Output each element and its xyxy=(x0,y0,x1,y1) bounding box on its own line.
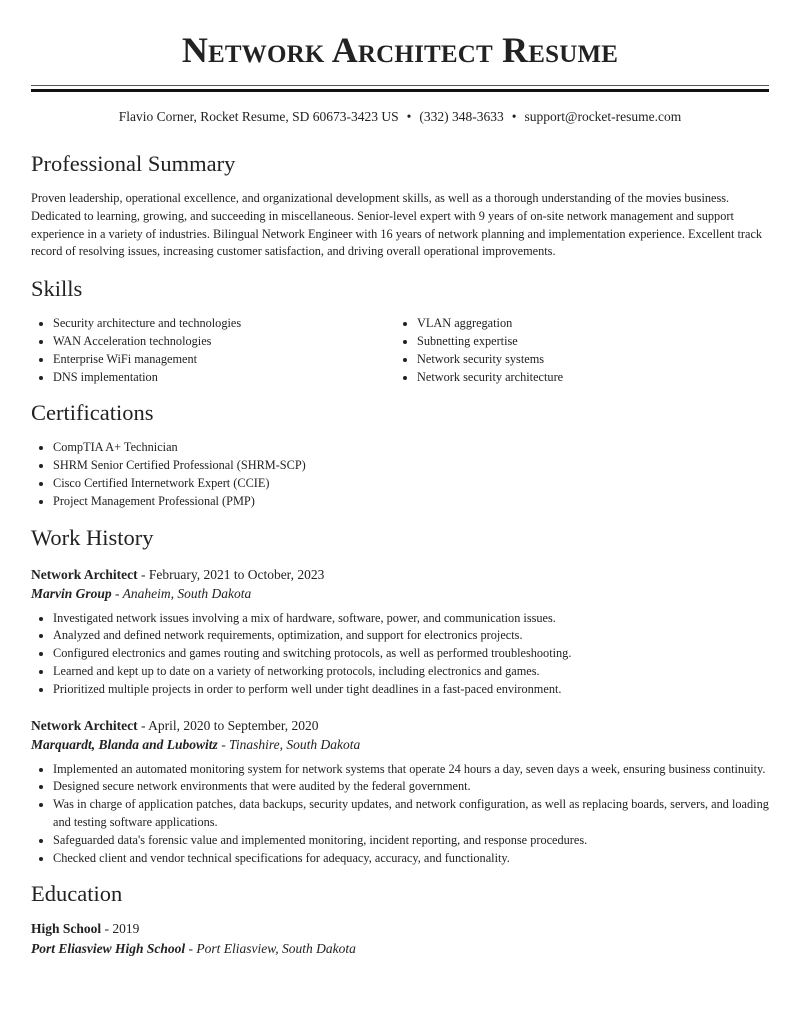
job-entry xyxy=(31,716,769,868)
job-bullet: • Prioritized multiple projects in order to perform well under tight deadlines in a fast-paced environment. xyxy=(53,681,769,699)
degree-line xyxy=(31,919,769,939)
section-professional-summary xyxy=(31,149,769,261)
section-skills xyxy=(31,274,769,386)
degree: High School xyxy=(31,921,102,937)
skills-column-right xyxy=(395,315,759,386)
company-line xyxy=(31,584,769,604)
skill-item: • Security architecture and technologies xyxy=(53,315,395,333)
bullet-separator: • xyxy=(511,109,517,124)
job-entry xyxy=(31,565,769,699)
job-title-line xyxy=(31,716,769,736)
graduation-year: - 2019 xyxy=(101,921,140,937)
job-bullet: • Configured electronics and games routing and switching protocols, as well as performed troubleshooting. xyxy=(53,645,769,663)
certification-item: • CompTIA A+ Technician xyxy=(53,439,769,457)
skill-item: • Network security architecture xyxy=(417,369,759,387)
certification-item: • SHRM Senior Certified Professional (SHRM-SCP) xyxy=(53,457,769,475)
job-bullets xyxy=(31,610,769,699)
section-work-history xyxy=(31,523,769,868)
header-divider-thin xyxy=(31,85,769,86)
school-line xyxy=(31,939,769,959)
section-heading: Education xyxy=(31,881,123,907)
school-location: - Port Eliasview, South Dakota xyxy=(185,940,356,956)
job-bullet: • Was in charge of application patches, data backups, security updates, and network configuration, as well as replacing boards, servers, and loading and testing software applications. xyxy=(53,796,769,832)
company-location: - Tinashire, South Dakota xyxy=(217,737,361,753)
section-heading: Work History xyxy=(31,524,154,550)
certification-item: • Cisco Certified Internetwork Expert (CCIE) xyxy=(53,475,769,493)
job-title: Network Architect xyxy=(31,717,138,733)
section-heading: Certifications xyxy=(31,400,154,426)
company-location: - Anaheim, South Dakota xyxy=(111,586,252,602)
job-title: Network Architect xyxy=(31,566,138,582)
contact-address: Flavio Corner, Rocket Resume, SD 60673-3423 US xyxy=(118,109,399,124)
certification-item: • Project Management Professional (PMP) xyxy=(53,493,769,511)
company-name: Marquardt, Blanda and Lubowitz xyxy=(31,737,218,753)
job-dates: - February, 2021 to October, 2023 xyxy=(137,566,325,582)
skill-item: • VLAN aggregation xyxy=(417,315,759,333)
education-entry xyxy=(31,919,769,958)
skill-item: • Enterprise WiFi management xyxy=(53,351,395,369)
company-name: Marvin Group xyxy=(31,586,112,602)
job-bullet: • Investigated network issues involving a mix of hardware, software, power, and communication issues. xyxy=(53,610,769,628)
section-certifications xyxy=(31,398,769,510)
company-line xyxy=(31,735,769,755)
job-bullet: • Designed secure network environments that were audited by the federal government. xyxy=(53,778,769,796)
job-bullet: • Safeguarded data's forensic value and implemented monitoring, incident reporting, and response procedures. xyxy=(53,832,769,850)
skills-grid xyxy=(31,315,769,386)
section-heading: Professional Summary xyxy=(31,151,236,176)
job-dates: - April, 2020 to September, 2020 xyxy=(137,717,319,733)
header-divider-thick xyxy=(31,89,769,92)
contact-phone: (332) 348-3633 xyxy=(419,109,504,124)
school-name: Port Eliasview High School xyxy=(31,940,186,956)
job-bullet: • Analyzed and defined network requirements, optimization, and support for electronics projects. xyxy=(53,627,769,645)
skill-item: • Subnetting expertise xyxy=(417,333,759,351)
contact-line xyxy=(31,108,769,126)
skill-item: • DNS implementation xyxy=(53,369,395,387)
job-bullet: • Checked client and vendor technical specifications for adequacy, accuracy, and functionality. xyxy=(53,850,769,868)
section-education xyxy=(31,879,769,958)
job-bullet: • Learned and kept up to date on a variety of networking protocols, including electronics and games. xyxy=(53,663,769,681)
bullet-separator: • xyxy=(406,109,412,124)
resume-title: Network Architect Resume xyxy=(181,30,619,70)
job-title-line xyxy=(31,565,769,585)
skills-column-left xyxy=(31,315,395,386)
skill-item: • WAN Acceleration technologies xyxy=(53,333,395,351)
job-bullets xyxy=(31,761,769,868)
contact-email: support@rocket-resume.com xyxy=(524,109,682,124)
job-bullet: • Implemented an automated monitoring system for network systems that operate 24 hours a day, seven days a week, ensuring business continuity. xyxy=(53,761,769,779)
section-heading: Skills xyxy=(31,276,83,302)
summary-text: Proven leadership, operational excellence, and organizational development skills, as well as a thorough understanding of the movies business. Dedicated to learning, growing, and succeeding in miscellaneous. Senior-level expert with 9 years of on-site network management and support experience in a variety of industries. Bilingual Network Engineer with 16 years of network planning and implementation experience. Excellent track record of resolving issues, increasing customer satisfaction, and driving overall operational improvements. xyxy=(31,191,763,259)
skill-item: • Network security systems xyxy=(417,351,759,369)
certification-list xyxy=(31,439,769,510)
